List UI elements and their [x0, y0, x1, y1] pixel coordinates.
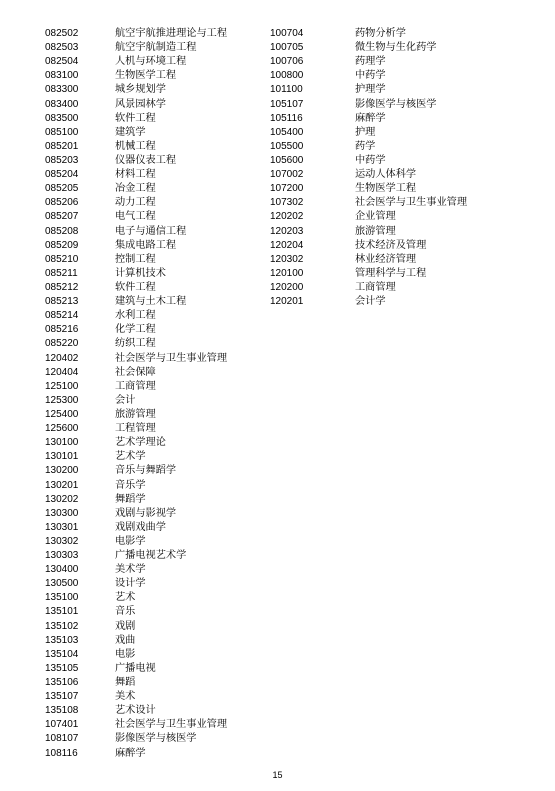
subject-name: 护理 — [355, 126, 376, 138]
subject-code: 107200 — [270, 183, 304, 195]
page-number: 15 — [272, 770, 283, 780]
list-item — [270, 154, 467, 168]
subject-name: 电影 — [115, 648, 136, 660]
subject-code: 100800 — [270, 70, 304, 82]
list-item — [270, 253, 467, 267]
list-item — [45, 253, 227, 267]
list-item — [45, 704, 227, 718]
list-item — [270, 239, 467, 253]
subject-name: 建筑与土木工程 — [115, 296, 187, 308]
subject-name: 护理学 — [355, 84, 386, 96]
subject-code: 085220 — [45, 338, 79, 350]
subject-code: 125100 — [45, 380, 79, 392]
list-item — [45, 479, 227, 493]
subject-code: 130202 — [45, 493, 79, 505]
subject-code: 100706 — [270, 56, 304, 68]
subject-code: 085209 — [45, 239, 79, 251]
list-item — [45, 408, 227, 422]
list-item — [270, 210, 467, 224]
subject-name: 会计 — [115, 394, 136, 406]
list-item — [45, 126, 227, 140]
subject-name: 设计学 — [115, 578, 146, 590]
list-item — [45, 295, 227, 309]
subject-name: 戏剧与影视学 — [115, 507, 177, 519]
list-item — [270, 55, 467, 69]
subject-code: 085214 — [45, 310, 79, 322]
list-item — [45, 577, 227, 591]
subject-name: 药理学 — [355, 56, 386, 68]
list-item — [45, 69, 227, 83]
subject-code: 100705 — [270, 42, 304, 54]
subject-code: 130100 — [45, 437, 79, 449]
subject-code: 105500 — [270, 140, 304, 152]
subject-code: 082503 — [45, 42, 79, 54]
subject-code: 085212 — [45, 281, 79, 293]
subject-code: 135105 — [45, 662, 79, 674]
subject-name: 电影学 — [115, 535, 146, 547]
subject-name: 人机与环境工程 — [115, 56, 187, 68]
subject-code: 120201 — [270, 296, 304, 308]
subject-name: 航空宇航制造工程 — [115, 42, 197, 54]
subject-name: 纺织工程 — [115, 338, 156, 350]
subject-code: 085216 — [45, 324, 79, 336]
subject-name: 美术学 — [115, 564, 146, 576]
list-item — [45, 366, 227, 380]
list-item — [45, 225, 227, 239]
list-item — [270, 295, 467, 309]
subject-name: 化学工程 — [115, 324, 156, 336]
list-item — [270, 196, 467, 210]
subject-code: 085210 — [45, 253, 79, 265]
subject-name: 旅游管理 — [355, 225, 396, 237]
subject-name: 企业管理 — [355, 211, 396, 223]
subject-name: 戏剧戏曲学 — [115, 521, 166, 533]
subject-name: 管理科学与工程 — [355, 267, 427, 279]
list-item — [45, 352, 227, 366]
subject-name: 电气工程 — [115, 211, 156, 223]
subject-code: 120402 — [45, 352, 79, 364]
subject-code: 135107 — [45, 691, 79, 703]
subject-name: 生物医学工程 — [355, 183, 417, 195]
subject-name: 机械工程 — [115, 140, 156, 152]
list-item — [45, 239, 227, 253]
subject-code: 083500 — [45, 112, 79, 124]
subject-code: 130302 — [45, 535, 79, 547]
list-item — [45, 648, 227, 662]
subject-code: 130400 — [45, 564, 79, 576]
subject-name: 旅游管理 — [115, 408, 156, 420]
subject-code: 107002 — [270, 169, 304, 181]
subject-name: 中药学 — [355, 70, 386, 82]
subject-name: 社会医学与卫生事业管理 — [115, 352, 228, 364]
subject-name: 软件工程 — [115, 281, 156, 293]
list-item — [270, 168, 467, 182]
subject-code: 130300 — [45, 507, 79, 519]
list-item — [45, 732, 227, 746]
subject-code: 125600 — [45, 423, 79, 435]
list-item — [45, 422, 227, 436]
subject-name: 美术 — [115, 691, 136, 703]
list-item — [45, 394, 227, 408]
subject-code: 105600 — [270, 154, 304, 166]
subject-code: 125400 — [45, 408, 79, 420]
subject-code: 085211 — [45, 267, 78, 279]
subject-name: 影像医学与核医学 — [355, 98, 437, 110]
subject-code: 120200 — [270, 281, 304, 293]
list-item — [45, 154, 227, 168]
list-item — [45, 535, 227, 549]
list-item — [270, 41, 467, 55]
list-item — [270, 182, 467, 196]
subject-name: 艺术学 — [115, 451, 146, 463]
subject-name: 林业经济管理 — [355, 253, 417, 265]
subject-name: 建筑学 — [115, 126, 146, 138]
list-item — [270, 27, 467, 41]
right-column — [270, 27, 467, 309]
subject-code: 085100 — [45, 126, 79, 138]
subject-name: 麻醉学 — [115, 747, 146, 759]
subject-name: 中药学 — [355, 154, 386, 166]
subject-code: 105400 — [270, 126, 304, 138]
subject-code: 120203 — [270, 225, 304, 237]
subject-name: 电子与通信工程 — [115, 225, 187, 237]
subject-code: 083100 — [45, 70, 79, 82]
subject-name: 生物医学工程 — [115, 70, 177, 82]
subject-code: 085206 — [45, 197, 79, 209]
list-item — [270, 69, 467, 83]
subject-code: 085208 — [45, 225, 79, 237]
subject-name: 会计学 — [355, 296, 386, 308]
subject-code: 085204 — [45, 169, 79, 181]
subject-name: 药物分析学 — [355, 28, 406, 39]
subject-code: 130101 — [45, 451, 79, 463]
subject-code: 120302 — [270, 253, 304, 265]
list-item — [45, 27, 227, 41]
list-item — [45, 112, 227, 126]
subject-code: 083300 — [45, 84, 79, 96]
subject-code: 130303 — [45, 550, 79, 562]
subject-name: 影像医学与核医学 — [115, 733, 197, 745]
list-item — [45, 662, 227, 676]
list-item — [45, 450, 227, 464]
subject-name: 社会医学与卫生事业管理 — [355, 197, 468, 209]
subject-code: 085213 — [45, 296, 79, 308]
list-item — [270, 140, 467, 154]
list-item — [45, 281, 227, 295]
list-item — [45, 267, 227, 281]
subject-name: 运动人体科学 — [355, 169, 417, 181]
list-item — [45, 507, 227, 521]
list-item — [45, 380, 227, 394]
subject-name: 艺术设计 — [115, 705, 156, 717]
subject-code: 082504 — [45, 56, 79, 68]
subject-code: 125300 — [45, 394, 79, 406]
subject-name: 麻醉学 — [355, 112, 386, 124]
list-item — [270, 267, 467, 281]
subject-code: 085205 — [45, 183, 79, 195]
list-item — [45, 309, 227, 323]
subject-name: 舞蹈 — [115, 677, 136, 689]
list-item — [45, 436, 227, 450]
subject-code: 135102 — [45, 620, 79, 632]
subject-name: 药学 — [355, 140, 376, 152]
left-column — [45, 27, 227, 761]
list-item — [45, 140, 227, 154]
subject-name: 工商管理 — [355, 281, 396, 293]
subject-code: 135106 — [45, 677, 79, 689]
list-item — [270, 83, 467, 97]
list-item — [45, 337, 227, 351]
subject-name: 动力工程 — [115, 197, 156, 209]
subject-code: 135104 — [45, 648, 79, 660]
list-item — [45, 718, 227, 732]
subject-code: 130500 — [45, 578, 79, 590]
list-item — [45, 605, 227, 619]
list-item — [45, 323, 227, 337]
subject-code: 130301 — [45, 521, 79, 533]
subject-name: 微生物与生化药学 — [355, 42, 437, 54]
subject-name: 艺术学理论 — [115, 437, 166, 449]
subject-code: 120100 — [270, 267, 304, 279]
subject-name: 工商管理 — [115, 380, 156, 392]
subject-code: 108116 — [45, 747, 78, 759]
subject-code: 083400 — [45, 98, 79, 110]
subject-name: 工程管理 — [115, 423, 156, 435]
subject-code: 100704 — [270, 28, 304, 39]
subject-name: 社会医学与卫生事业管理 — [115, 719, 228, 731]
list-item — [45, 168, 227, 182]
subject-name: 戏剧 — [115, 620, 136, 632]
subject-name: 广播电视 — [115, 662, 156, 674]
list-item — [45, 521, 227, 535]
list-item — [270, 98, 467, 112]
list-item — [45, 83, 227, 97]
subject-code: 082502 — [45, 28, 79, 39]
subject-code: 085201 — [45, 140, 79, 152]
list-item — [45, 41, 227, 55]
list-item — [45, 747, 227, 761]
subject-name: 水利工程 — [115, 310, 156, 322]
subject-name: 社会保障 — [115, 366, 156, 378]
list-item — [45, 98, 227, 112]
subject-code: 085203 — [45, 154, 79, 166]
subject-code: 120404 — [45, 366, 79, 378]
subject-name: 集成电路工程 — [115, 239, 177, 251]
subject-name: 艺术 — [115, 592, 136, 604]
subject-code: 105116 — [270, 112, 303, 124]
list-item — [270, 112, 467, 126]
subject-name: 风景园林学 — [115, 98, 166, 110]
subject-name: 音乐 — [115, 606, 136, 618]
list-item — [270, 281, 467, 295]
subject-code: 130200 — [45, 465, 79, 477]
subject-name: 仪器仪表工程 — [115, 154, 177, 166]
subject-code: 120204 — [270, 239, 304, 251]
subject-code: 107302 — [270, 197, 304, 209]
subject-code: 135100 — [45, 592, 79, 604]
subject-name: 戏曲 — [115, 634, 136, 646]
subject-code: 085207 — [45, 211, 79, 223]
list-item — [45, 549, 227, 563]
subject-code: 101100 — [270, 84, 303, 96]
list-item — [45, 690, 227, 704]
list-item — [45, 196, 227, 210]
subject-code: 135108 — [45, 705, 79, 717]
subject-name: 广播电视艺术学 — [115, 550, 187, 562]
list-item — [45, 676, 227, 690]
subject-code: 135103 — [45, 634, 79, 646]
subject-name: 计算机技术 — [115, 267, 166, 279]
subject-name: 城乡规划学 — [115, 84, 166, 96]
subject-name: 音乐与舞蹈学 — [115, 465, 177, 477]
subject-code: 135101 — [45, 606, 79, 618]
subject-code: 130201 — [45, 479, 79, 491]
list-item — [45, 634, 227, 648]
subject-name: 控制工程 — [115, 253, 156, 265]
subject-name: 技术经济及管理 — [355, 239, 427, 251]
list-item — [45, 210, 227, 224]
subject-name: 材料工程 — [115, 169, 156, 181]
subject-name: 航空宇航推进理论与工程 — [115, 28, 228, 39]
subject-name: 冶金工程 — [115, 183, 156, 195]
list-item — [270, 126, 467, 140]
list-item — [45, 493, 227, 507]
list-item — [270, 225, 467, 239]
list-item — [45, 464, 227, 478]
subject-name: 舞蹈学 — [115, 493, 146, 505]
list-item — [45, 591, 227, 605]
subject-name: 软件工程 — [115, 112, 156, 124]
subject-code: 120202 — [270, 211, 304, 223]
subject-code: 108107 — [45, 733, 79, 745]
subject-code: 105107 — [270, 98, 304, 110]
list-item — [45, 55, 227, 69]
list-item — [45, 182, 227, 196]
subject-code: 107401 — [45, 719, 79, 731]
subject-name: 音乐学 — [115, 479, 146, 491]
list-item — [45, 563, 227, 577]
list-item — [45, 620, 227, 634]
